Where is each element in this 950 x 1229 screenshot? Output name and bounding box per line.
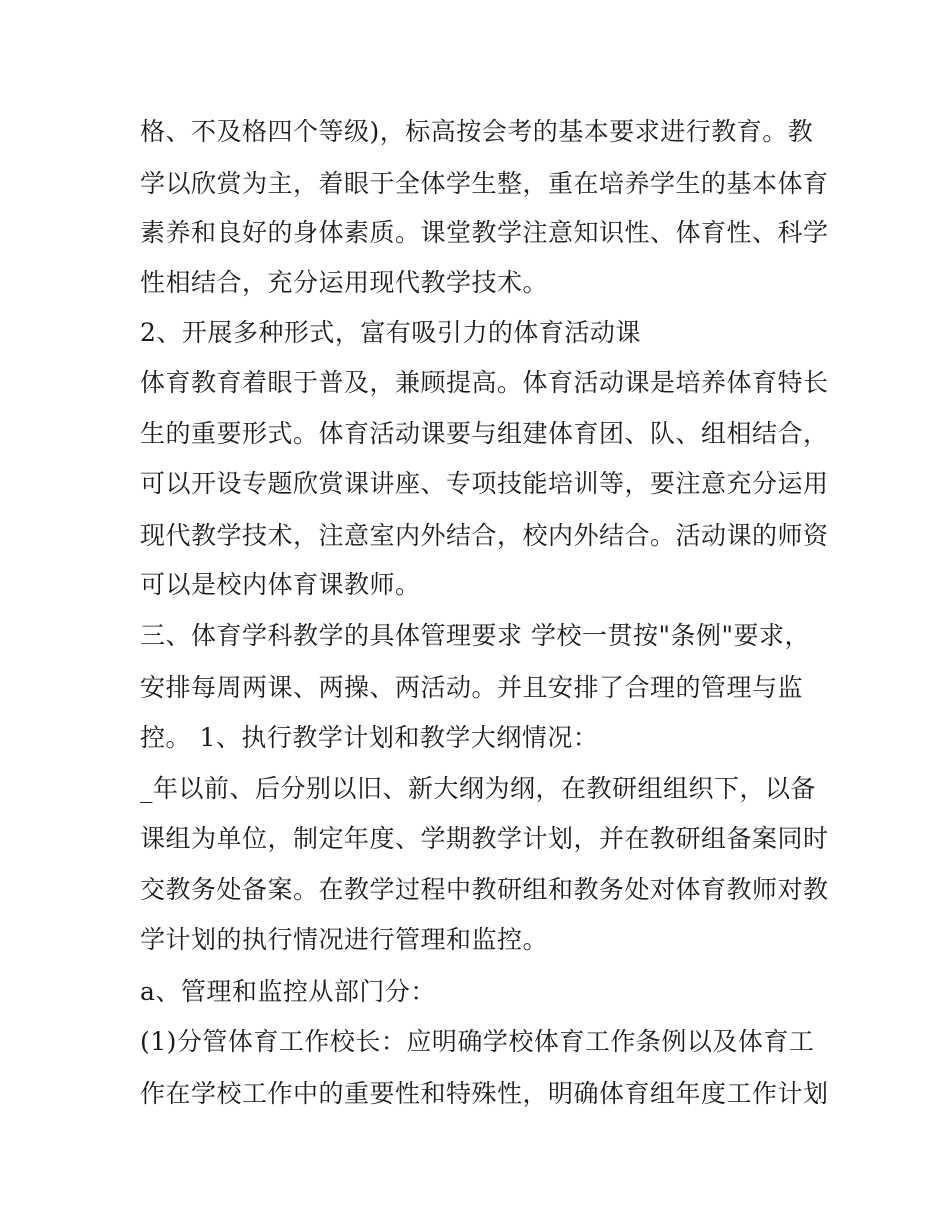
text-line: 安排每周两课、两操、两活动。并且安排了合理的管理与监 xyxy=(140,673,804,702)
text-line: 素养和良好的身体素质。课堂教学注意知识性、体育性、科学 xyxy=(140,218,829,247)
text-line: 生的重要形式。体育活动课要与组建体育团、队、组相结合， xyxy=(140,419,829,448)
text-line: (1)分管体育工作校长：应明确学校体育工作条例以及体育工 xyxy=(140,1027,815,1056)
text-line: 格、不及格四个等级)，标高按会考的基本要求进行教育。教 xyxy=(140,117,814,146)
text-line: 控。 1、执行教学计划和教学大纲情况： xyxy=(140,723,599,752)
text-line: 学计划的执行情况进行管理和监控。 xyxy=(140,925,549,954)
text-line: 学以欣赏为主，着眼于全体学生整，重在培养学生的基本体育 xyxy=(140,169,829,198)
text-line: 交教务处备案。在教学过程中教研组和教务处对体育教师对教 xyxy=(140,875,829,904)
text-line: 现代教学技术，注意室内外结合，校内外结合。活动课的师资 xyxy=(140,521,829,550)
section-heading: 2、开展多种形式，富有吸引力的体育活动课 xyxy=(140,318,641,347)
section-heading: 三、体育学科教学的具体管理要求 学校一贯按"条例"要求， xyxy=(140,621,810,650)
text-line: 课组为单位，制定年度、学期教学计划，并在教研组备案同时 xyxy=(140,824,829,853)
text-line: 可以开设专题欣赏课讲座、专项技能培训等，要注意充分运用 xyxy=(140,469,829,498)
text-line: a、管理和监控从部门分： xyxy=(140,977,436,1006)
text-line: 作在学校工作中的重要性和特殊性，明确体育组年度工作计划 xyxy=(140,1079,829,1108)
text-line: _年以前、后分别以旧、新大纲为纲，在教研组组织下，以备 xyxy=(140,774,817,803)
text-line: 可以是校内体育课教师。 xyxy=(140,570,421,599)
text-line: 体育教育着眼于普及，兼顾提高。体育活动课是培养体育特长 xyxy=(140,368,829,397)
text-line: 性相结合，充分运用现代教学技术。 xyxy=(140,268,549,297)
